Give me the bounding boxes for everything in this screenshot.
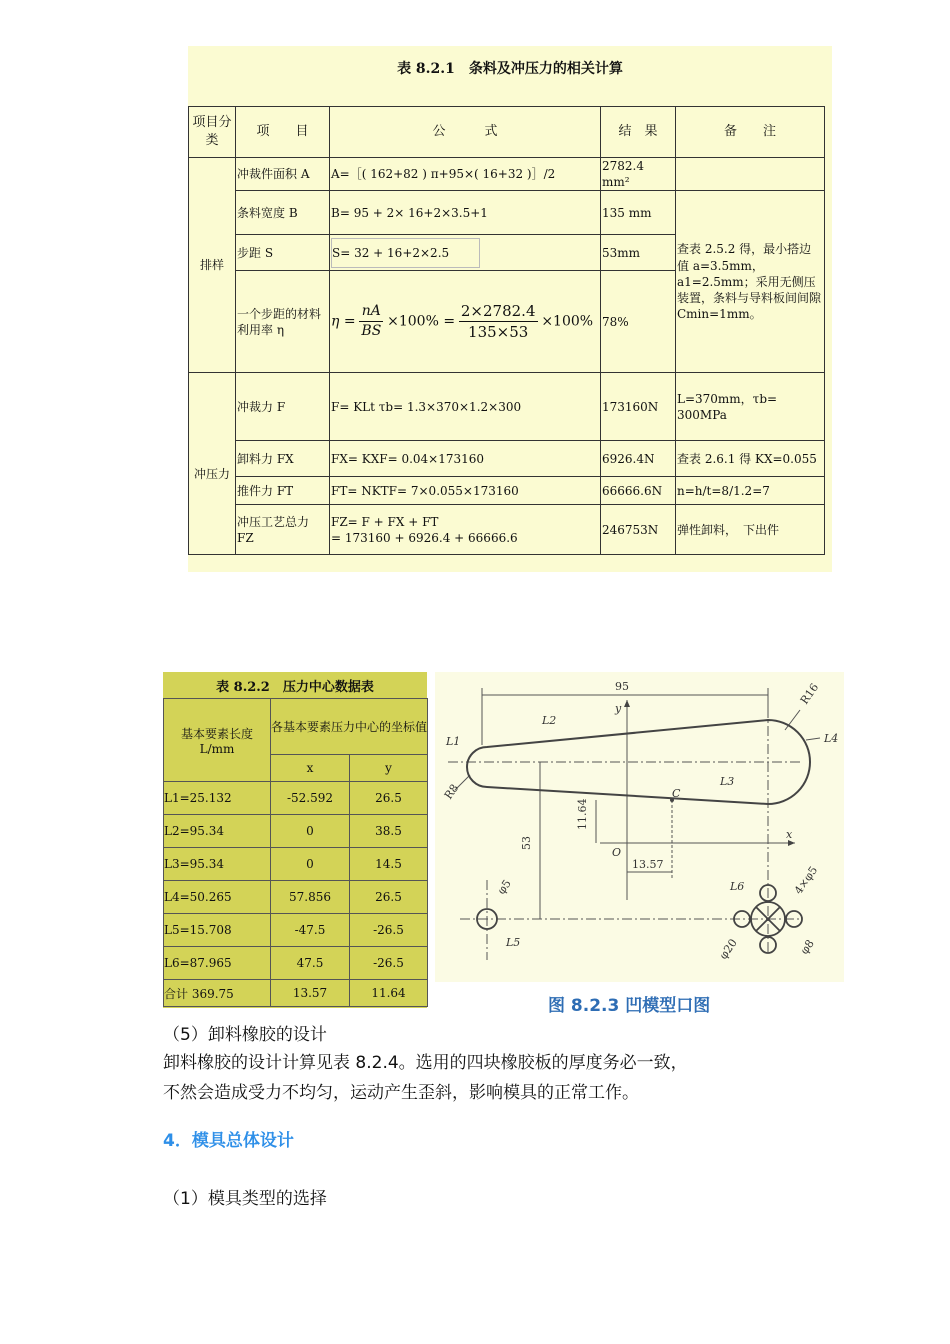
cell: L1=25.132 (164, 782, 271, 815)
dim-95: 95 (615, 680, 629, 693)
formula-cell: B= 95 + 2× 16+2×3.5+1 (330, 191, 601, 235)
l4-leader (806, 738, 820, 740)
label-phi8: φ8 (797, 937, 817, 957)
header-x: x (271, 755, 350, 782)
label-r16: R16 (797, 681, 822, 707)
header-coords: 各基本要素压力中心的坐标值 (271, 699, 428, 755)
item-cell: 步距 S (236, 235, 330, 271)
label-r8: R8 (441, 781, 462, 802)
header-length: 基本要素长度 L/mm (164, 699, 271, 782)
result-cell: 66666.6N (601, 477, 676, 505)
frac-num: 2×2782.4 (459, 301, 538, 322)
note-cell: n=h/t=8/1.2=7 (676, 477, 825, 505)
cell: L3=95.34 (164, 848, 271, 881)
dim-13-57: 13.57 (632, 858, 664, 871)
result-cell: 173160N (601, 373, 676, 441)
note-cell: 查表 2.6.1 得 KX=0.055 (676, 441, 825, 477)
result-cell: 53mm (601, 235, 676, 271)
formula-cell: F= KLt τb= 1.3×370×1.2×300 (330, 373, 601, 441)
label-l2: L2 (542, 714, 557, 727)
cell: -26.5 (350, 947, 428, 980)
header-result: 结 果 (601, 107, 676, 158)
group-layout: 排样 (189, 158, 236, 373)
label-phi20: φ20 (716, 936, 740, 962)
formula-line: = 173160 + 6926.4 + 66666.6 (331, 530, 518, 545)
label-l3: L3 (720, 775, 735, 788)
label-o: O (612, 846, 622, 859)
cell: 26.5 (350, 881, 428, 914)
cell: -47.5 (271, 914, 350, 947)
formula-line: FZ= F + FX + FT (331, 514, 439, 529)
label-phi5: φ5 (494, 877, 514, 897)
label-l4: L4 (824, 732, 839, 745)
paragraph-line: 不然会造成受力不均匀，运动产生歪斜，影响模具的正常工作。 (163, 1083, 639, 1103)
header-item: 项 目 (236, 107, 330, 158)
result-cell: 6926.4N (601, 441, 676, 477)
formula-cell: FT= NKTF= 7×0.055×173160 (330, 477, 601, 505)
frac-den: BS (361, 323, 382, 340)
header-notes: 备 注 (676, 107, 825, 158)
paragraph-line: 卸料橡胶的设计计算见表 8.2.4。选用的四块橡胶板的厚度务必一致， (163, 1053, 688, 1073)
label-l5: L5 (506, 936, 521, 949)
cell: -26.5 (350, 914, 428, 947)
label-l6: L6 (730, 880, 745, 893)
cell: 11.64 (350, 980, 428, 1007)
label-x-axis: x (786, 828, 793, 841)
result-cell: 78% (601, 271, 676, 373)
cell: L6=87.965 (164, 947, 271, 980)
label-c: C (672, 787, 681, 800)
cell: 13.57 (271, 980, 350, 1007)
note-cell-layout: 查表 2.5.2 得，最小搭边值 a=3.5mm，a1=2.5mm；采用无侧压装置，条料与导料板间间隙 Cmin=1mm。 (676, 191, 825, 373)
cell: -52.592 (271, 782, 350, 815)
header-y: y (350, 755, 428, 782)
cell: L4=50.265 (164, 881, 271, 914)
item-cell: 冲裁件面积 A (236, 158, 330, 191)
header-category: 项目分类 (189, 107, 236, 158)
item-cell: 推件力 FT (236, 477, 330, 505)
cell: L5=15.708 (164, 914, 271, 947)
result-cell: 246753N (601, 505, 676, 555)
label-y-axis: y (615, 702, 622, 715)
formula-cell: A=［( 162+82 ) π+95×( 16+32 )］/2 (330, 158, 601, 191)
section-heading-5: （5）卸料橡胶的设计 (163, 1025, 327, 1045)
cell: 14.5 (350, 848, 428, 881)
label-l1: L1 (446, 735, 461, 748)
item-cell: 冲裁力 F (236, 373, 330, 441)
cell: 合计 369.75 (164, 980, 271, 1007)
item-cell: 一个步距的材料利用率 η (236, 271, 330, 373)
note-cell: L=370mm，τb= 300MPa (676, 373, 825, 441)
formula-mid: ×100% = (387, 313, 456, 330)
cell: 26.5 (350, 782, 428, 815)
cell: 0 (271, 815, 350, 848)
formula-text: S= 32 + 16+2×2.5 (331, 238, 480, 268)
formula-end: ×100% (541, 313, 594, 330)
result-cell: 2782.4 mm² (601, 158, 676, 191)
note-cell: 弹性卸料， 下出件 (676, 505, 825, 555)
cell: 57.856 (271, 881, 350, 914)
item-cell: 条料宽度 B (236, 191, 330, 235)
header-formula: 公 式 (330, 107, 601, 158)
frac-den: 135×53 (468, 323, 529, 342)
cell: 0 (271, 848, 350, 881)
table-title: 表 8.2.1 条料及冲压力的相关计算 (397, 61, 623, 77)
result-cell: 135 mm (601, 191, 676, 235)
frac-num: nA (359, 302, 383, 322)
item-cell: 冲压工艺总力 FZ (236, 505, 330, 555)
section-heading-1: （1）模具类型的选择 (163, 1189, 327, 1209)
dim-11-64: 11.64 (576, 798, 589, 830)
dim-53: 53 (520, 836, 533, 850)
formula-cell: FX= KXF= 0.04×173160 (330, 441, 601, 477)
cell: 47.5 (271, 947, 350, 980)
formula-eta: η = (331, 313, 356, 330)
label-4-phi5: 4×φ5 (791, 863, 821, 897)
figure-caption: 图 8.2.3 凹模型口图 (548, 996, 711, 1016)
table-title: 表 8.2.2 压力中心数据表 (216, 680, 374, 695)
item-cell: 卸料力 FX (236, 441, 330, 477)
group-force: 冲压力 (189, 373, 236, 555)
cell: L2=95.34 (164, 815, 271, 848)
cell: 38.5 (350, 815, 428, 848)
section-heading-4: 4．模具总体设计 (163, 1131, 294, 1151)
